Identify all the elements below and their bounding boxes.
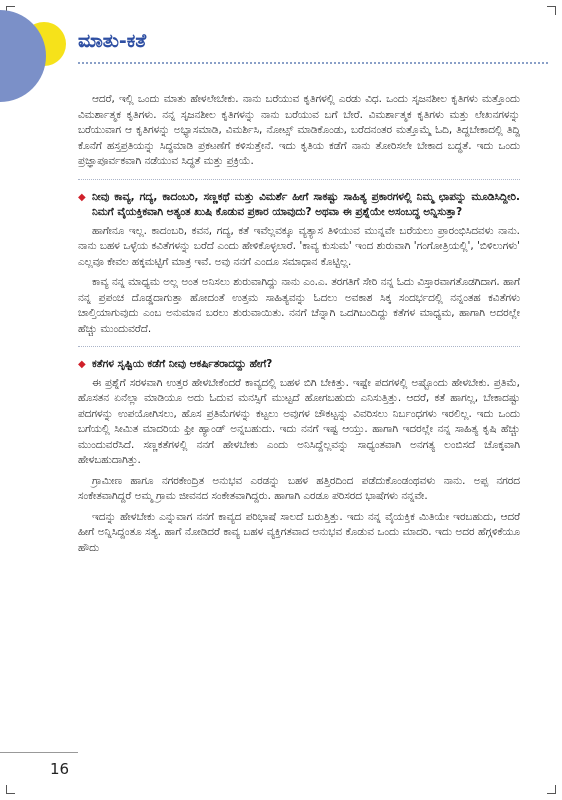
answer-paragraph: ಹಾಗೇನೂ ಇಲ್ಲ. ಕಾದಂಬರಿ, ಕವನ, ಗದ್ಯ, ಕತೆ ಇವೆಲ್ಲವಕ್ಕೂ ವ್ಯತ್ಯಾಸ ತಿಳಿಯುವ ಮುನ್ನವೇ ಬರೆಯಲು ಪ್ರಾರಂಭಿಸಿದವಳು ನಾನು. ನಾನು ಬಹಳ ಒಳ್ಳೆಯ ಕವಿತೆಗಳನ್ನು ಬರೆದೆ ಎಂದು ಹೇಳಿಕೊಳ್ಳಲಾರೆ. 'ಕಾವ್ಯ ಕುಸುಮ' ಇಂದ ಶುರುವಾಗಿ 'ಗಂಗೋತ್ರಿಯಲ್ಲಿ', 'ಬಿಳಿಲುಗಳು' ಎಲ್ಲವೂ ಕೇವಲ ಹಕ್ಕಮಟ್ಟಿಗೆ ಮಾತ್ರ ಇವೆ. ಅವು ನನಗೆ ಎಂದೂ ಸಮಾಧಾನ ಕೊಟ್ಟಿಲ್ಲ. [78,224,520,268]
diamond-bullet-icon: ◆ [78,191,86,203]
question-1 [78,190,520,221]
diamond-bullet-icon: ◆ [78,359,86,370]
decorative-circles-icon [0,0,80,110]
page-number: 16 [50,760,70,778]
answer-paragraph: ಕಾವ್ಯ ನನ್ನ ಮಾಧ್ಯಮ ಅಲ್ಲ ಅಂತ ಅನಿಸಲು ಶುರುವಾಗಿದ್ದು ನಾನು ಎಂ.ಎ. ತರಗತಿಗೆ ಸೇರಿ ನನ್ನ ಓದು ವಿಸ್ತಾರವಾಗತೊಡಗಿದಾಗ. ಹಾಗೆ ನನ್ನ ಪ್ರಪಂಚ ದೊಡ್ಡದಾಗುತ್ತಾ ಹೋದಂತೆ ಉತ್ತಮ ಸಾಹಿತ್ಯವನ್ನು ಓದಲು ಅವಕಾಶ ಸಿಕ್ಕ ಸಂದರ್ಭದಲ್ಲಿ ನನ್ನಂತಹ ಕವಿತೆಗಳು ಚಾಲ್ತಿಯಾಗುವುದು ಎಂಬ ಅನುಮಾನ ಬರಲು ಶುರುವಾಯಿತು. ನನಗೆ ಚೆನ್ನಾಗಿ ಒದಗಿಬಂದಿದ್ದು ಕತೆಗಳ ಮಾಧ್ಯಮ, ಹಾಗಾಗಿ ಅದರಲ್ಲೇ ಹೆಚ್ಚು ಮುಂದುವರೆದೆ. [78,276,520,335]
answer-paragraph: ಇದನ್ನು ಹೇಳಬೇಕು ಎನ್ನುವಾಗ ನನಗೆ ಕಾವ್ಯದ ಪರಿಭಾಷೆ ಸಾಲದೆ ಬರುತ್ತಿತ್ತು. ಇದು ನನ್ನ ವೈಯಕ್ತಿಕ ಮಿತಿಯೇ ಇರಬಹುದು, ಆದರೆ ಹೀಗೆ ಅನ್ನಿಸಿದ್ದಂತೂ ಸತ್ಯ. ಹಾಗೆ ನೋಡಿದರೆ ಕಾವ್ಯ ಬಹಳ ವ್ಯಕ್ತಿಗತವಾದ ಅನುಭವ ಕೊಡುವ ಒಂದು ಮಾದರಿ. ಇದು ಅದರ ಹೆಗ್ಗಳಿಕೆಯೂ ಹೌದು [78,510,520,554]
answer-paragraph: ಗ್ರಾಮೀಣ ಹಾಗೂ ನಗರಕೇಂದ್ರಿತ ಅನುಭವ ಎರಡನ್ನು ಬಹಳ ಹತ್ತಿರದಿಂದ ಪಡೆದುಕೊಂಡಂಥವಳು ನಾನು. ಅಪ್ಪ ನಗರದ ಸಂಕೇತವಾಗಿದ್ದರೆ ಅಮ್ಮ ಗ್ರಾಮ ಜೀವನದ ಸಂಕೇತವಾಗಿದ್ದರು. ಹಾಗಾಗಿ ಎರಡೂ ಪರಿಸರದ ಭಾಷೆಗಳು ನನ್ನವೇ. [78,474,520,502]
section-divider [78,179,520,180]
title-divider [78,62,548,64]
question-text: ನೀವು ಕಾವ್ಯ, ಗದ್ಯ, ಕಾದಂಬರಿ, ಸಣ್ಣಕಥೆ ಮತ್ತು ವಿಮರ್ಶೆ ಹೀಗೆ ಸಾಕಷ್ಟು ಸಾಹಿತ್ಯ ಪ್ರಕಾರಗಳಲ್ಲಿ ನಿಮ್ಮ ಛಾಪನ್ನು ಮೂಡಿಸಿದ್ದೀರಿ. ನಿಮಗೆ ವೈಯಕ್ತಿಕವಾಗಿ ಅತ್ಯಂತ ಖುಷಿ ಕೊಡುವ ಪ್ರಕಾರ ಯಾವುದು? ಅಥವಾ ಈ ಪ್ರಶ್ನೆಯೇ ಅಸಂಬದ್ಧ ಅನ್ನಿಸುತ್ತಾ? [92,190,520,218]
question-text: ಕತೆಗಳ ಸೃಷ್ಟಿಯ ಕಡೆಗೆ ನೀವು ಆಕರ್ಷಿತರಾದದ್ದು ಹೇಗೆ? [92,358,273,370]
crop-mark [547,6,556,15]
article-body [78,92,520,561]
question-2 [78,357,520,373]
footer-rule [0,752,78,753]
crop-mark [6,785,15,794]
crop-mark [547,785,556,794]
answer-paragraph: ಈ ಪ್ರಶ್ನೆಗೆ ಸರಳವಾಗಿ ಉತ್ತರ ಹೇಳಬೇಕೆಂದರೆ ಕಾವ್ಯದಲ್ಲಿ ಬಹಳ ಬಿಗಿ ಬೇಕಿತ್ತು. ಇಷ್ಟೇ ಪದಗಳಲ್ಲಿ ಅಷ್ಟೊಂದು ಹೇಳಬೇಕು. ಪ್ರತಿಮೆ, ಹೊಸತನ ಏನೆಲ್ಲಾ ಮಾಡಿಯೂ ಅದು ಓದುವ ಮನಸ್ಸಿಗೆ ಮುಟ್ಟದೆ ಹೋಗಬಹುದು ಎನಿಸುತ್ತಿತ್ತು. ಆದರೆ, ಕತೆ ಹಾಗಲ್ಲ, ಬೇಕಾದಷ್ಟು ಪದಗಳನ್ನು ಉಪಯೋಗಿಸಲು, ಹೊಸ ಪ್ರತಿಮೆಗಳನ್ನು ಕಟ್ಟಲು ಅವುಗಳ ಚೌಕಟ್ಟನ್ನು ವಿವರಿಸಲು ನಿರ್ಬಂಧಗಳು ಇರಲಿಲ್ಲ. ಇದು ಒಂದು ಬಗೆಯಲ್ಲಿ ಸೀಮಿತ ಮಾದರಿಯ ಫ್ರೀ ಹ್ಯಾಂಡ್ ಅನ್ನಬಹುದು. ಇದು ನನಗೆ ಇಷ್ಟ ಆಯ್ತು. ಹಾಗಾಗಿ ಇದರಲ್ಲೇ ನನ್ನ ಸಾಹಿತ್ಯ ಕೃಷಿ ಹೆಚ್ಚು ಮುಂದುವರೆಸಿದೆ. ಸಣ್ಣಕತೆಗಳಲ್ಲಿ ನನಗೆ ಹೇಳಬೇಕು ಎಂದು ಅನಿಸಿದ್ದೆಲ್ಲವನ್ನು ಸಾಧ್ಯಂತವಾಗಿ ಅನಗತ್ಯ ಲಂಬಿಸದೆ ಚೊಕ್ಕವಾಗಿ ಹೇಳಬಹುದಾಗಿತ್ತು. [78,376,520,466]
intro-paragraph: ಆದರೆ, ಇಲ್ಲಿ ಒಂದು ಮಾತು ಹೇಳಲೇಬೇಕು. ನಾನು ಬರೆಯುವ ಕೃತಿಗಳಲ್ಲಿ ಎರಡು ವಿಧ. ಒಂದು ಸೃಜನಶೀಲ ಕೃತಿಗಳು ಮತ್ತೊಂದು ವಿಮರ್ಶಾತ್ಮಕ ಕೃತಿಗಳು. ನನ್ನ ಸೃಜನಶೀಲ ಕೃತಿಗಳನ್ನು ನಾನು ಬರೆಯುವ ಬಗೆ ಬೇರೆ. ವಿಮರ್ಶಾತ್ಮಕ ಕೃತಿಗಳು ಮತ್ತು ಲೇಖನಗಳನ್ನು ಬರೆಯುವಾಗ ಆ ಕೃತಿಗಳನ್ನು ಅಭ್ಯಾಸಮಾಡಿ, ವಿಮರ್ಶಿಸಿ, ನೋಟ್ಸ್ ಮಾಡಿಕೊಂಡು, ಬರೆದನಂತರ ಮತ್ತೊಮ್ಮೆ ಓದಿ, ತಿದ್ದಬೇಕಾದಲ್ಲಿ ತಿದ್ದಿ ಕೊನೆಗೆ ಹಸ್ತಪ್ರತಿಯನ್ನು ಸಿದ್ಧಮಾಡಿ ಪ್ರಕಟಣೆಗೆ ಕಳಿಸುತ್ತೇನೆ. ಇದು ಕೃತಿಯ ಕಡೆಗೆ ನಾನು ತೋರಿಸಲೇ ಬೇಕಾದ ಬದ್ಧತೆ. ಇದು ಒಂದು ಪ್ರಜ್ಞಾಪೂರ್ವಕವಾಗಿ ನಡೆಯುವ ಸಿದ್ಧತೆ ಮತ್ತು ಪ್ರಕ್ರಿಯೆ. [78,93,520,167]
section-divider [78,346,520,347]
section-title: ಮಾತು-ಕತೆ [78,30,147,52]
